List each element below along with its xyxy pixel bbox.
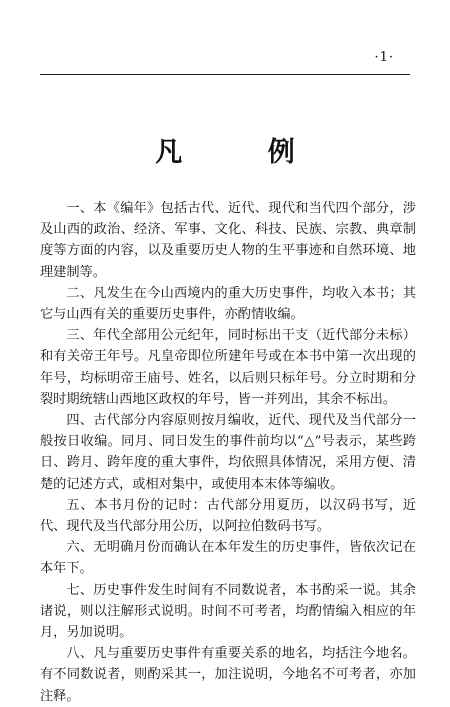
paragraph-6: 六、无明确月份而确认在本年发生的历史事件，皆依次记在本年下。 [40,540,416,577]
page-title: 凡 例 [155,137,333,168]
document-body [40,198,416,707]
paragraph-7: 七、历史事件发生时间有不同数说者，本书酌采一说。其余诸说，则以注解形式说明。时间不可考者，均酌情编入相应的年月，另加说明。 [40,582,416,641]
paragraph-4: 四、古代部分内容原则按月编收，近代、现代及当代部分一般按日收编。同月、同日发生的事件前均以“△”号表示，某些跨日、跨月、跨年度的重大事件，均依照具体情况，采用方便、清楚的记述方式，或相对集中，或使用本末体等编收。 [40,413,416,492]
paragraph-1: 一、本《编年》包括古代、近代、现代和当代四个部分，涉及山西的政治、经济、军事、文化、科技、民族、宗教、典章制度等方面的内容，以及重要历史人物的生平事迹和自然环境、地理建制等。 [40,201,416,280]
paragraph-8: 八、凡与重要历史事件有重要关系的地名，均括注今地名。有不同数说者，则酌采其一，加注说明，今地名不可考者，亦加注释。 [40,646,416,704]
paragraph-2: 二、凡发生在今山西境内的重大历史事件，均收入本书；其它与山西有关的重要历史事件，亦酌情收编。 [40,285,416,323]
paragraph-5: 五、本书月份的记时：古代部分用夏历，以汉码书写，近代、现代及当代部分用公历，以阿拉伯数码书写。 [40,497,416,535]
paragraph-3: 三、年代全部用公元纪年，同时标出干支（近代部分未标）和有关帝王年号。凡皇帝即位所建年号或在本书中第一次出现的年号，均标明帝王庙号、姓名，以后则只标年号。分立时期和分裂时期统辖山西地区政权的年号，皆一并列出，其余不标出。 [40,328,416,407]
header-rule [40,74,410,75]
page-number: ·1· [374,50,394,65]
